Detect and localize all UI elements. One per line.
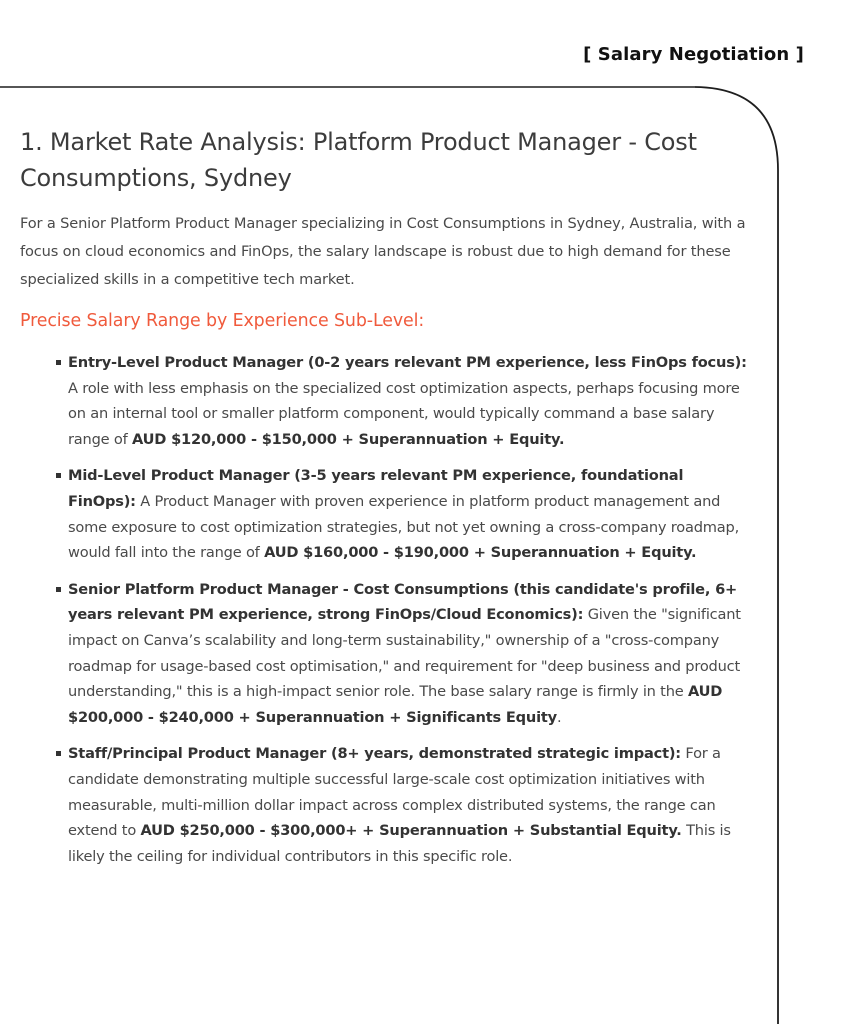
square-bullet-icon: [56, 587, 61, 592]
salary-range: AUD $200,000 - $240,000 + Superannuation + Significants Equity: [68, 683, 723, 726]
level-description: Given the "significant impact on Canva’s scalability and long-term sustainability," ownership of a "cross-company roadmap for usage-based cost optimisation," and requirement for "deep business and product understanding," this is a high-impact senior role. The base salary range is firmly in the: [68, 606, 741, 701]
level-description: For a candidate demonstrating multiple successful large-scale cost optimization initiatives with measurable, multi-million dollar impact across complex distributed systems, the range can extend to: [68, 745, 721, 840]
level-heading: Senior Platform Product Manager - Cost Consumptions (this candidate's profile, 6+ years relevant PM experience, strong FinOps/Cloud Economics):: [68, 580, 738, 624]
level-description: A role with less emphasis on the specialized cost optimization aspects, perhaps focusing more on an internal tool or smaller platform component, would typically command a base salary range of: [68, 379, 740, 448]
list-item-entry-level: [68, 350, 750, 452]
salary-range: AUD $250,000 - $300,000+ + Superannuation + Substantial Equity.: [140, 822, 682, 840]
section-tag: [ Salary Negotiation ]: [583, 44, 804, 65]
experience-level-list: [20, 350, 750, 869]
salary-range: AUD $160,000 - $190,000 + Superannuation + Equity.: [264, 544, 697, 562]
list-item-staff-principal: [68, 741, 750, 869]
intro-paragraph: For a Senior Platform Product Manager specializing in Cost Consumptions in Sydney, Australia, with a focus on cloud economics and FinOps, the salary landscape is robust due to high demand for these specialized skills in a competitive tech market.: [20, 215, 746, 288]
square-bullet-icon: [56, 751, 61, 756]
level-heading: Mid-Level Product Manager (3-5 years relevant PM experience, foundational FinOps):: [68, 467, 684, 510]
level-description: A Product Manager with proven experience in platform product management and some exposure to cost optimization strategies, but not yet owning a cross-company roadmap, would fall into the range of: [68, 492, 740, 562]
square-bullet-icon: [56, 473, 61, 478]
level-heading: Entry-Level Product Manager (0-2 years relevant PM experience, less FinOps focus):: [68, 354, 747, 371]
salary-range-heading: Precise Salary Range by Experience Sub-Level:: [20, 311, 425, 331]
list-item-mid-level: [68, 463, 750, 565]
page-title: 1. Market Rate Analysis: Platform Product Manager - Cost Consumptions, Sydney: [20, 128, 697, 192]
square-bullet-icon: [56, 360, 61, 365]
list-item-senior-level: [68, 577, 750, 731]
level-heading: Staff/Principal Product Manager (8+ years, demonstrated strategic impact):: [68, 745, 681, 763]
salary-range: AUD $120,000 - $150,000 + Superannuation + Equity.: [131, 430, 565, 448]
level-tail: .: [556, 708, 562, 726]
level-tail: This is likely the ceiling for individual contributors in this specific role.: [68, 822, 731, 865]
document-body: [20, 124, 750, 880]
